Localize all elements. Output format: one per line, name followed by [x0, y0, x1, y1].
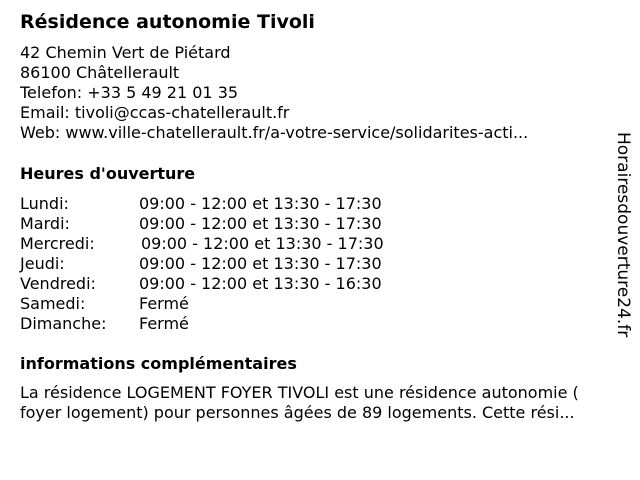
day-label: Mardi: [20, 214, 70, 233]
day-label: Jeudi: [20, 254, 65, 273]
hours-value: 09:00 - 12:00 et 13:30 - 17:30 [141, 234, 384, 253]
email-link[interactable]: tivoli@ccas-chatellerault.fr [74, 103, 290, 122]
day-label: Mercredi: [20, 234, 95, 253]
hours-row-dimanche [20, 314, 440, 334]
hours-value: 09:00 - 12:00 et 13:30 - 17:30 [139, 214, 382, 233]
watermark-text: Horairesdouverture24.fr [613, 132, 633, 338]
email-line [20, 103, 590, 123]
description-text [20, 383, 628, 423]
hours-row-mercredi [20, 234, 440, 254]
hours-row-jeudi [20, 254, 440, 274]
hours-value: 09:00 - 12:00 et 13:30 - 16:30 [139, 274, 382, 293]
day-label: Vendredi: [20, 274, 96, 293]
hours-row-mardi [20, 214, 440, 234]
watermark [610, 132, 636, 342]
description-line: foyer logement) pour personnes âgées de 89 logements. Cette rési... [20, 403, 575, 422]
phone-label: Telefon: [20, 83, 83, 102]
hours-row-lundi [20, 194, 440, 214]
address-street: 42 Chemin Vert de Piétard [20, 43, 231, 62]
hours-heading: Heures d'ouverture [20, 164, 196, 183]
email-label: Email: [20, 103, 70, 122]
opening-hours-table [20, 194, 440, 334]
phone-link[interactable]: +33 5 49 21 01 35 [87, 83, 239, 102]
hours-value: Fermé [139, 314, 189, 333]
page-title: Résidence autonomie Tivoli [20, 11, 315, 33]
address-city: 86100 Châtellerault [20, 63, 180, 82]
web-line [20, 123, 590, 143]
description-line: La résidence LOGEMENT FOYER TIVOLI est une résidence autonomie ( [20, 383, 579, 402]
contact-info [20, 43, 590, 143]
hours-value: Fermé [139, 294, 189, 313]
web-link[interactable]: www.ville-chatellerault.fr/a-votre-service/solidarites-acti... [65, 123, 529, 142]
extra-info-heading: informations complémentaires [20, 354, 297, 373]
hours-value: 09:00 - 12:00 et 13:30 - 17:30 [139, 254, 382, 273]
hours-row-samedi [20, 294, 440, 314]
hours-row-vendredi [20, 274, 440, 294]
day-label: Dimanche: [20, 314, 107, 333]
day-label: Samedi: [20, 294, 86, 313]
hours-value: 09:00 - 12:00 et 13:30 - 17:30 [139, 194, 382, 213]
phone-line [20, 83, 590, 103]
day-label: Lundi: [20, 194, 69, 213]
web-label: Web: [20, 123, 61, 142]
